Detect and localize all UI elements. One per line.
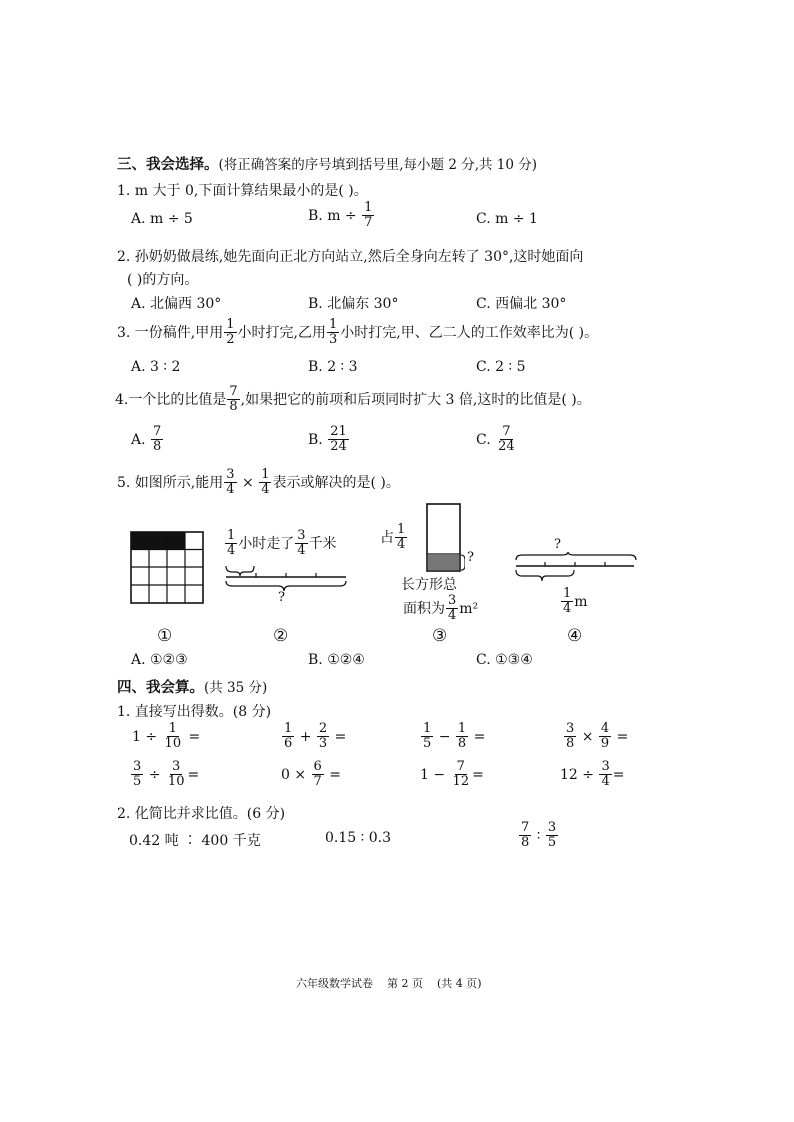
q3-fraction-1: $\frac{1}{2}$: [226, 317, 235, 348]
footer-page: 第 2 页: [387, 977, 423, 990]
figure-1-grid: [130, 531, 206, 605]
q2-option-a: A. 北偏西 30°: [131, 296, 222, 312]
q5-option-b: B. ①②④: [308, 652, 365, 668]
figure-label-2: ②: [273, 626, 289, 646]
q5-fraction-2: $\frac{1}{4}$: [261, 467, 270, 498]
q5-fraction-1: $\frac{3}{4}$: [226, 467, 235, 498]
figure-4-diagram: [512, 552, 638, 584]
q4-option-a: A. $\frac{7}{8}$: [131, 424, 162, 455]
expr-8: 12 ÷ $\frac{3}{4}$ =: [560, 759, 625, 790]
q5-stem: 5. 如图所示,能用 $\frac{3}{4}$ × $\frac{1}{4}$ 表示或解决的是( )。: [117, 467, 400, 498]
figure-3-share-label: 占 $\frac{1}{4}$: [380, 522, 406, 553]
q2-option-c: C. 西偏北 30°: [476, 296, 567, 312]
figure-4-question: ?: [554, 537, 561, 552]
q4-option-b: B. $\frac{21}{24}$: [308, 424, 347, 455]
figure-3-shaded-part: [428, 555, 459, 570]
expr-2: $\frac{1}{6}$ + $\frac{2}{3}$ =: [284, 721, 347, 752]
q4-stem: 4.一个比的比值是 $\frac{7}{8}$ ,如果把它的前项和后项同时扩大 3 倍,这时的比值是( )。: [115, 384, 591, 415]
q3-stem: 3. 一份稿件,甲用 $\frac{1}{2}$ 小时打完,乙用 $\frac{1}{3}$ 小时打完,甲、乙二人的工作效率比为( )。: [117, 317, 599, 348]
page-footer: [296, 975, 482, 991]
q3-option-c: C. 2 ∶ 5: [476, 359, 526, 375]
section4-title: 四、我会算。: [117, 680, 204, 696]
figure-2-question: ?: [278, 590, 285, 605]
section4-heading: [117, 676, 267, 697]
section3-note: (将正确答案的序号填到括号里,每小题 2 分,共 10 分): [218, 157, 538, 173]
section3-title: 三、我会选择。: [117, 157, 219, 173]
ratio-2: 0.15 ∶ 0.3: [325, 830, 391, 846]
figure-1-shaded-cells: [131, 532, 185, 549]
q1-option-b-fraction: $\frac{1}{7}$: [364, 200, 373, 231]
figure-2-diagram: [222, 562, 352, 592]
q1-stem: 1. m 大于 0,下面计算结果最小的是( )。: [117, 183, 368, 199]
q2-stem-line1: 2. 孙奶奶做晨练,她先面向正北方向站立,然后全身向左转了 30°,这时她面向: [117, 249, 584, 265]
q3-option-a: A. 3 ∶ 2: [131, 359, 181, 375]
figure-3-question: ?: [467, 550, 474, 565]
expr-1: 1 ÷ $\frac{1}{10}$ =: [132, 721, 201, 752]
s4-q2-stem: 2. 化简比并求比值。(6 分): [117, 806, 286, 822]
ratio-1: 0.42 吨 ∶ 400 千克: [129, 833, 261, 849]
q4-fraction: $\frac{7}{8}$: [229, 384, 238, 415]
q2-option-b: B. 北偏东 30°: [308, 296, 399, 312]
q1-option-c: C. m ÷ 1: [476, 211, 538, 227]
q3-option-b: B. 2 ∶ 3: [308, 359, 358, 375]
s4-q1-stem: 1. 直接写出得数。(8 分): [117, 704, 272, 720]
expr-3: $\frac{1}{5}$ − $\frac{1}{8}$ =: [423, 721, 486, 752]
section3-heading: [117, 153, 537, 174]
figure-3-text-line1: 长方形总: [401, 577, 457, 593]
figure-3-rectangle: [425, 502, 465, 574]
q1-option-b: B. m ÷ $\frac{1}{7}$: [308, 200, 373, 231]
figure-4-length: $\frac{1}{4}$ m: [563, 586, 588, 617]
footer-total: (共 4 页): [437, 977, 482, 990]
footer-title: 六年级数学试卷: [296, 977, 373, 990]
figure-label-4: ④: [567, 626, 583, 646]
figure-label-1: ①: [157, 626, 173, 646]
q3-fraction-2: $\frac{1}{3}$: [329, 317, 338, 348]
section4-note: (共 35 分): [204, 680, 268, 696]
q5-option-c: C. ①③④: [476, 652, 533, 668]
expr-6: 0 × $\frac{6}{7}$ =: [281, 759, 342, 790]
expr-4: $\frac{3}{8}$ × $\frac{4}{9}$ =: [566, 721, 629, 752]
expr-7: 1 − $\frac{7}{12}$ =: [420, 759, 484, 790]
q5-option-a: A. ①②③: [131, 652, 188, 668]
figure-label-3: ③: [432, 626, 448, 646]
ratio-3: $\frac{7}{8}$ ∶ $\frac{3}{5}$: [521, 820, 557, 851]
q1-option-a: A. m ÷ 5: [131, 211, 193, 227]
expr-5: $\frac{3}{5}$ ÷ $\frac{3}{10}$ =: [133, 759, 200, 790]
q2-stem-line2: ( )的方向。: [127, 272, 199, 288]
figure-3-text-line2: 面积为 $\frac{3}{4}$ m²: [403, 593, 479, 624]
figure-2-caption: $\frac{1}{4}$ 小时走了 $\frac{3}{4}$ 千米: [227, 528, 337, 559]
q4-option-c: C. $\frac{7}{24}$: [476, 424, 515, 455]
